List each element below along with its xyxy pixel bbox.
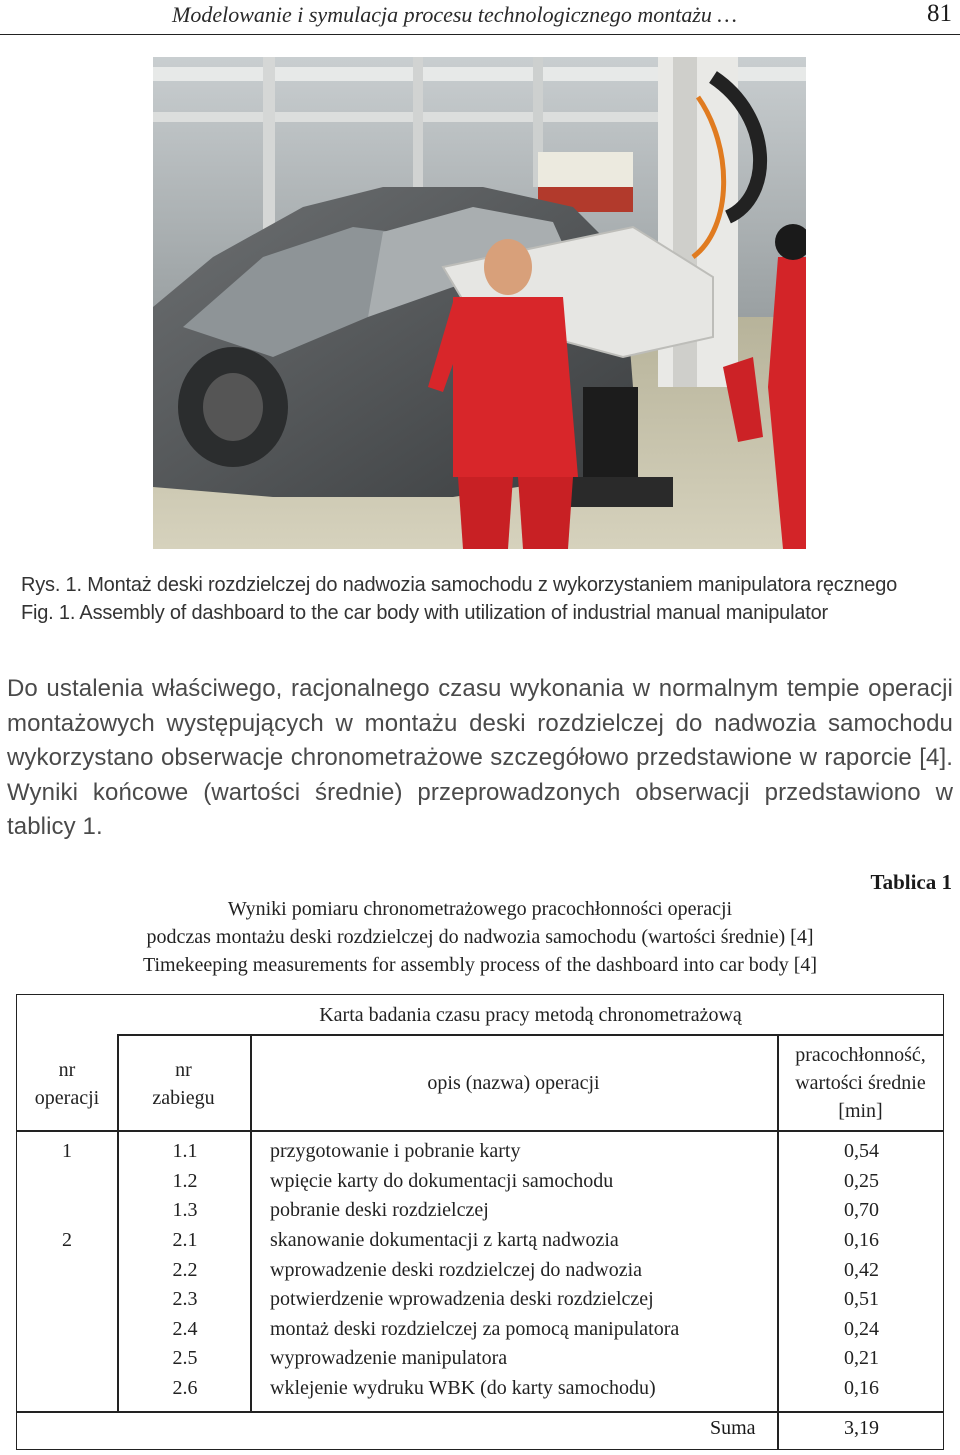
- table-rule: [117, 1034, 944, 1036]
- cell-op: 1: [62, 1140, 72, 1162]
- col-header-op-line2: operacji: [34, 1087, 100, 1109]
- sum-label: Suma: [710, 1417, 756, 1439]
- body-paragraph: Do ustalenia właściwego, racjonalnego czasu wykonania w normalnym tempie operacji montażowych występujących w montażu deski rozdzielczej do nadwozia samochodu wykorzystano obserwacje chronometrażowe szczegółowo przedstawione w raporcie [4]. Wyniki końcowe (wartości średnie) przeprowadzonych obserwacji przedstawiono w tablicy 1.: [7, 675, 953, 840]
- running-header: [0, 0, 960, 35]
- cell-zab: 2.4: [172, 1318, 198, 1340]
- cell-zab: 1.3: [172, 1199, 198, 1221]
- cell-zab: 1.1: [172, 1140, 198, 1162]
- cell-desc: wyprowadzenie manipulatora: [270, 1347, 508, 1369]
- group-header: Karta badania czasu pracy metodą chronometrażową: [319, 1004, 742, 1026]
- cell-desc: wklejenie wydruku WBK (do karty samochodu): [270, 1377, 656, 1399]
- running-title: Modelowanie i symulacja procesu technologicznego montażu …: [172, 2, 737, 27]
- col-header-op: [17, 1056, 117, 1112]
- col-header-val-line1: pracochłonność,: [795, 1044, 926, 1066]
- cell-val: 0,54: [844, 1140, 879, 1162]
- cell-zab: 2.2: [172, 1259, 198, 1281]
- col-header-val-line3: [min]: [838, 1100, 883, 1122]
- col-header-zab-line1: nr: [175, 1059, 192, 1081]
- col-header-op-line1: nr: [58, 1059, 76, 1081]
- cell-val: 0,21: [844, 1347, 879, 1369]
- col-header-desc: opis (nazwa) operacji: [427, 1072, 600, 1094]
- table-caption-line3: Timekeeping measurements for assembly process of the dashboard into car body [4]: [142, 954, 818, 976]
- cell-zab: 2.5: [172, 1347, 198, 1369]
- col-header-val-line2: wartości średnie: [795, 1072, 926, 1094]
- cell-val: 0,51: [844, 1288, 879, 1310]
- cell-desc: wpięcie karty do dokumentacji samochodu: [270, 1170, 614, 1192]
- table-rule: [17, 1130, 944, 1132]
- cell-zab: 2.3: [172, 1288, 198, 1310]
- cell-val: 0,16: [844, 1229, 879, 1251]
- results-table: [16, 994, 944, 1450]
- cell-val: 0,25: [844, 1170, 879, 1192]
- col-header-zab-line2: zabiegu: [152, 1087, 215, 1109]
- table-rule: [17, 1411, 944, 1413]
- cell-zab: 1.2: [172, 1170, 198, 1192]
- figure-caption-en: Fig. 1. Assembly of dashboard to the car body with utilization of industrial manual manipulator: [21, 602, 828, 624]
- table-caption-line1: Wyniki pomiaru chronometrażowego pracochłonności operacji: [227, 898, 733, 920]
- page-number: 81: [927, 0, 952, 27]
- cell-val: 0,16: [844, 1377, 879, 1399]
- cell-zab: 2.1: [172, 1229, 198, 1251]
- table-caption-line2: podczas montażu deski rozdzielczej do nadwozia samochodu (wartości średnie) [4]: [146, 926, 814, 948]
- col-header-zab: [117, 1056, 250, 1112]
- cell-desc: wprowadzenie deski rozdzielczej do nadwozia: [270, 1259, 643, 1281]
- sum-value: 3,19: [844, 1417, 879, 1439]
- cell-val: 0,24: [844, 1318, 879, 1340]
- col-header-val: [777, 1041, 944, 1125]
- cell-zab: 2.6: [172, 1377, 198, 1399]
- cell-desc: potwierdzenie wprowadzenia deski rozdzielczej: [270, 1288, 654, 1310]
- cell-desc: montaż deski rozdzielczej za pomocą manipulatora: [270, 1318, 680, 1340]
- cell-val: 0,70: [844, 1199, 879, 1221]
- table-label: Tablica 1: [870, 870, 952, 894]
- figure-caption-pl: Rys. 1. Montaż deski rozdzielczej do nadwozia samochodu z wykorzystaniem manipulatora ręcznego: [21, 574, 898, 596]
- cell-desc: skanowanie dokumentacji z kartą nadwozia: [270, 1229, 619, 1251]
- cell-desc: przygotowanie i pobranie karty: [270, 1140, 521, 1162]
- assembly-photo: [153, 57, 806, 549]
- cell-op: 2: [62, 1229, 72, 1251]
- cell-desc: pobranie deski rozdzielczej: [270, 1199, 489, 1221]
- cell-val: 0,42: [844, 1259, 879, 1281]
